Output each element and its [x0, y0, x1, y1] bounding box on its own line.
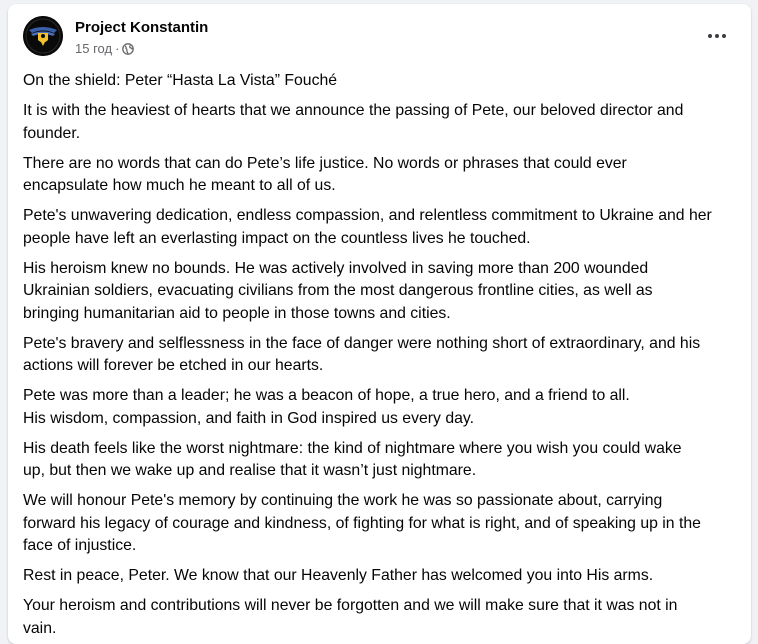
post-paragraph [23, 385, 735, 430]
post-meta [75, 41, 134, 56]
post-text-line: vain. [23, 619, 57, 637]
post-text-line: Pete was more than a leader; he was a beacon of hope, a true hero, and a friend to all. [23, 387, 630, 404]
post-text-line: His death feels like the worst nightmare: the kind of nightmare where you wish you could wake [23, 439, 682, 457]
post-text-line: His heroism knew no bounds. He was actively involved in saving more than 200 wounded [23, 259, 649, 277]
post-text-line: Pete's unwavering dedication, endless compassion, and relentless commitment to Ukraine and her [23, 207, 712, 224]
post-text-line: There are no words that can do Pete’s life justice. No words or phrases that could ever [23, 154, 627, 172]
post-paragraph [23, 70, 735, 93]
post-paragraph [23, 595, 735, 640]
post-paragraph [23, 333, 735, 378]
page-name-link[interactable]: Project Konstantin [75, 19, 209, 36]
post-text-line: Pete's bravery and selflessness in the face of danger were nothing short of extraordinary, and his [23, 334, 701, 352]
post-paragraph [23, 438, 735, 483]
post-text-line: bringing humanitarian aid to people in those towns and cities. [23, 304, 451, 322]
shield-logo-icon [23, 16, 63, 56]
post-text-line: forward his legacy of courage and kindness, of fighting for what is right, and of speaking up in the [23, 514, 701, 532]
post-text-line: face of injustice. [23, 537, 137, 554]
post-paragraph [23, 100, 735, 145]
post-text-line: founder. [23, 124, 81, 142]
more-options-icon [708, 34, 712, 38]
post-paragraph [23, 490, 735, 558]
post-paragraph [23, 153, 735, 198]
post-text [23, 70, 735, 644]
post-text-line: up, but then we wake up and realise that it wasn’t just nightmare. [23, 462, 477, 479]
post-text-line: Your heroism and contributions will never be forgotten and we will make sure that it was not in [23, 597, 678, 614]
post-paragraph [23, 565, 735, 588]
post-text-line: It is with the heaviest of hearts that we announce the passing of Pete, our beloved director and [23, 102, 684, 119]
post-text-line: His wisdom, compassion, and faith in God inspired us every day. [23, 409, 475, 427]
post-text-line: Rest in peace, Peter. We know that our Heavenly Father has welcomed you into His arms. [23, 567, 654, 584]
page-avatar[interactable] [23, 16, 63, 56]
meta-separator: · [115, 41, 120, 56]
post-paragraph [23, 205, 735, 250]
more-options-button[interactable] [699, 24, 735, 48]
post-text-line: people have left an everlasting impact on the countless lives he touched. [23, 229, 531, 247]
post-text-line: On the shield: Peter “Hasta La Vista” Fouché [23, 72, 338, 89]
post-card [8, 4, 751, 644]
globe-icon[interactable] [122, 43, 134, 55]
post-text-line: We will honour Pete's memory by continuing the work he was so passionate about, carrying [23, 492, 663, 509]
post-text-line: Ukrainian soldiers, evacuating civilians from the most dangerous frontline cities, as well as [23, 282, 653, 299]
post-header [8, 4, 751, 64]
post-text-line: actions will forever be etched in our hearts. [23, 357, 324, 374]
post-paragraph [23, 258, 735, 326]
post-text-line: encapsulate how much he meant to all of us. [23, 177, 336, 194]
post-timestamp[interactable]: 15 год [75, 41, 113, 56]
